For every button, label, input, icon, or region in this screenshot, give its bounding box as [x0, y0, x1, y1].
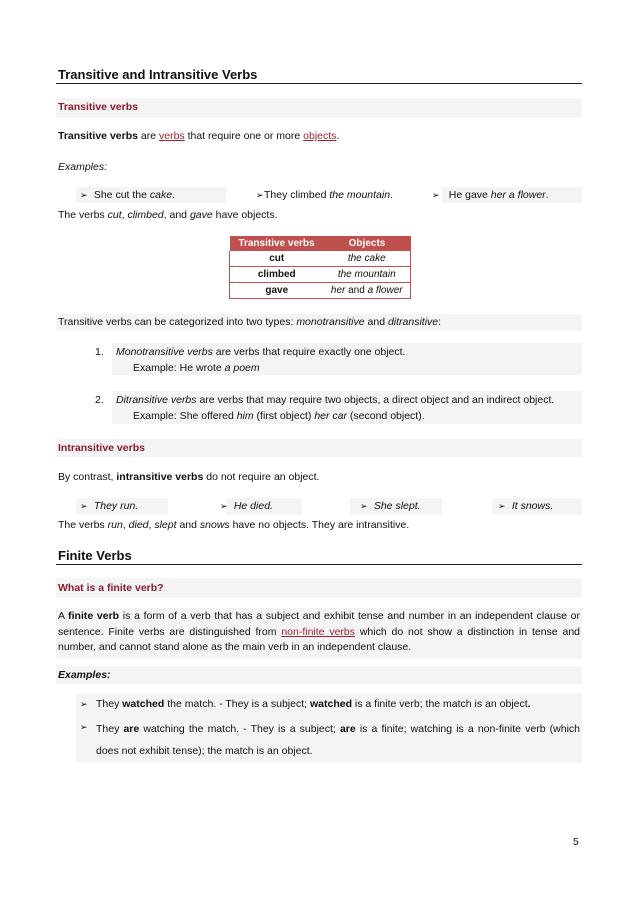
example-gave: ➢ He gave her a flower.: [432, 189, 549, 201]
arrow-bullet-icon: ➢: [80, 501, 88, 511]
examples-label: Examples:: [58, 669, 111, 681]
examples-label: Examples:: [58, 161, 108, 173]
transitive-definition: Transitive verbs are verbs that require one or more objects.: [58, 130, 340, 142]
table-header: Objects: [324, 236, 411, 251]
subheading-transitive-verbs: Transitive verbs: [58, 101, 138, 113]
table-row: cut the cake: [230, 251, 411, 267]
verbs-objects-table: [229, 236, 411, 299]
example-died: ➢ He died.: [220, 500, 273, 512]
arrow-bullet-icon: ➢: [498, 501, 506, 511]
section-rule: [56, 564, 582, 565]
shade-block: [56, 666, 582, 684]
arrow-bullet-icon: ➢: [80, 699, 88, 709]
example-ditransitive: Example: She offered him (first object) her car (second object).: [133, 410, 425, 422]
section-rule: [56, 83, 582, 84]
section-title-finite: Finite Verbs: [58, 548, 132, 563]
finite-example-watched: They watched the match. - They is a subject; watched is a finite verb; the match is an object.: [96, 698, 531, 710]
list-item-ditransitive: Ditransitive verbs are verbs that may require two objects, a direct object and an indirect object.: [116, 394, 555, 406]
link-objects[interactable]: objects: [303, 130, 337, 142]
link-verbs[interactable]: verbs: [158, 130, 185, 142]
have-objects-sentence: The verbs cut, climbed, and gave have objects.: [58, 209, 278, 221]
arrow-bullet-icon: ➢: [220, 501, 228, 511]
arrow-bullet-icon: ➢: [80, 722, 88, 732]
finite-example-are: They are watching the match. - They is a subject; are is a finite; watching is a non-finite verb (which does not exhibit tense); the match is an object.: [96, 723, 580, 757]
example-cut: ➢ She cut the cake.: [80, 189, 175, 201]
no-objects-sentence: The verbs run, died, slept and snows have no objects. They are intransitive.: [58, 519, 410, 531]
link-non-finite-verbs[interactable]: non-finite verbs: [281, 625, 356, 638]
table-row: climbed the mountain: [230, 267, 411, 283]
example-climbed: ➢They climbed the mountain.: [256, 189, 393, 201]
example-run: ➢ They run.: [80, 500, 139, 512]
arrow-bullet-icon: ➢: [256, 190, 264, 200]
table-header: Transitive verbs: [230, 236, 324, 251]
section-title-transitive: Transitive and Intransitive Verbs: [58, 67, 258, 82]
example-monotransitive: Example: He wrote a poem: [133, 362, 260, 374]
types-sentence: Transitive verbs can be categorized into two types: monotransitive and ditransitive:: [58, 316, 442, 328]
arrow-bullet-icon: ➢: [432, 190, 440, 200]
arrow-bullet-icon: ➢: [360, 501, 368, 511]
intransitive-definition: By contrast, intransitive verbs do not require an object.: [58, 471, 320, 483]
example-snows: ➢ It snows.: [498, 500, 554, 512]
finite-verb-paragraph: A finite verb is a form of a verb that has a subject and exhibit tense and number in an independent clause or sentence. Finite verbs are distinguished from non-finite verbs which do not show a distinction in tense and number, and cannot stand alone as the main verb in an independent clause.: [58, 610, 580, 653]
page-number: 5: [573, 836, 579, 848]
arrow-bullet-icon: ➢: [80, 190, 88, 200]
list-number: 2.: [95, 394, 104, 406]
list-item-monotransitive: Monotransitive verbs are verbs that require exactly one object.: [116, 346, 406, 358]
list-number: 1.: [95, 346, 104, 358]
example-slept: ➢ She slept.: [360, 500, 421, 512]
subheading-what-is-finite: What is a finite verb?: [58, 582, 164, 594]
subheading-intransitive-verbs: Intransitive verbs: [58, 442, 145, 454]
table-row: gave her and a flower: [230, 283, 411, 299]
